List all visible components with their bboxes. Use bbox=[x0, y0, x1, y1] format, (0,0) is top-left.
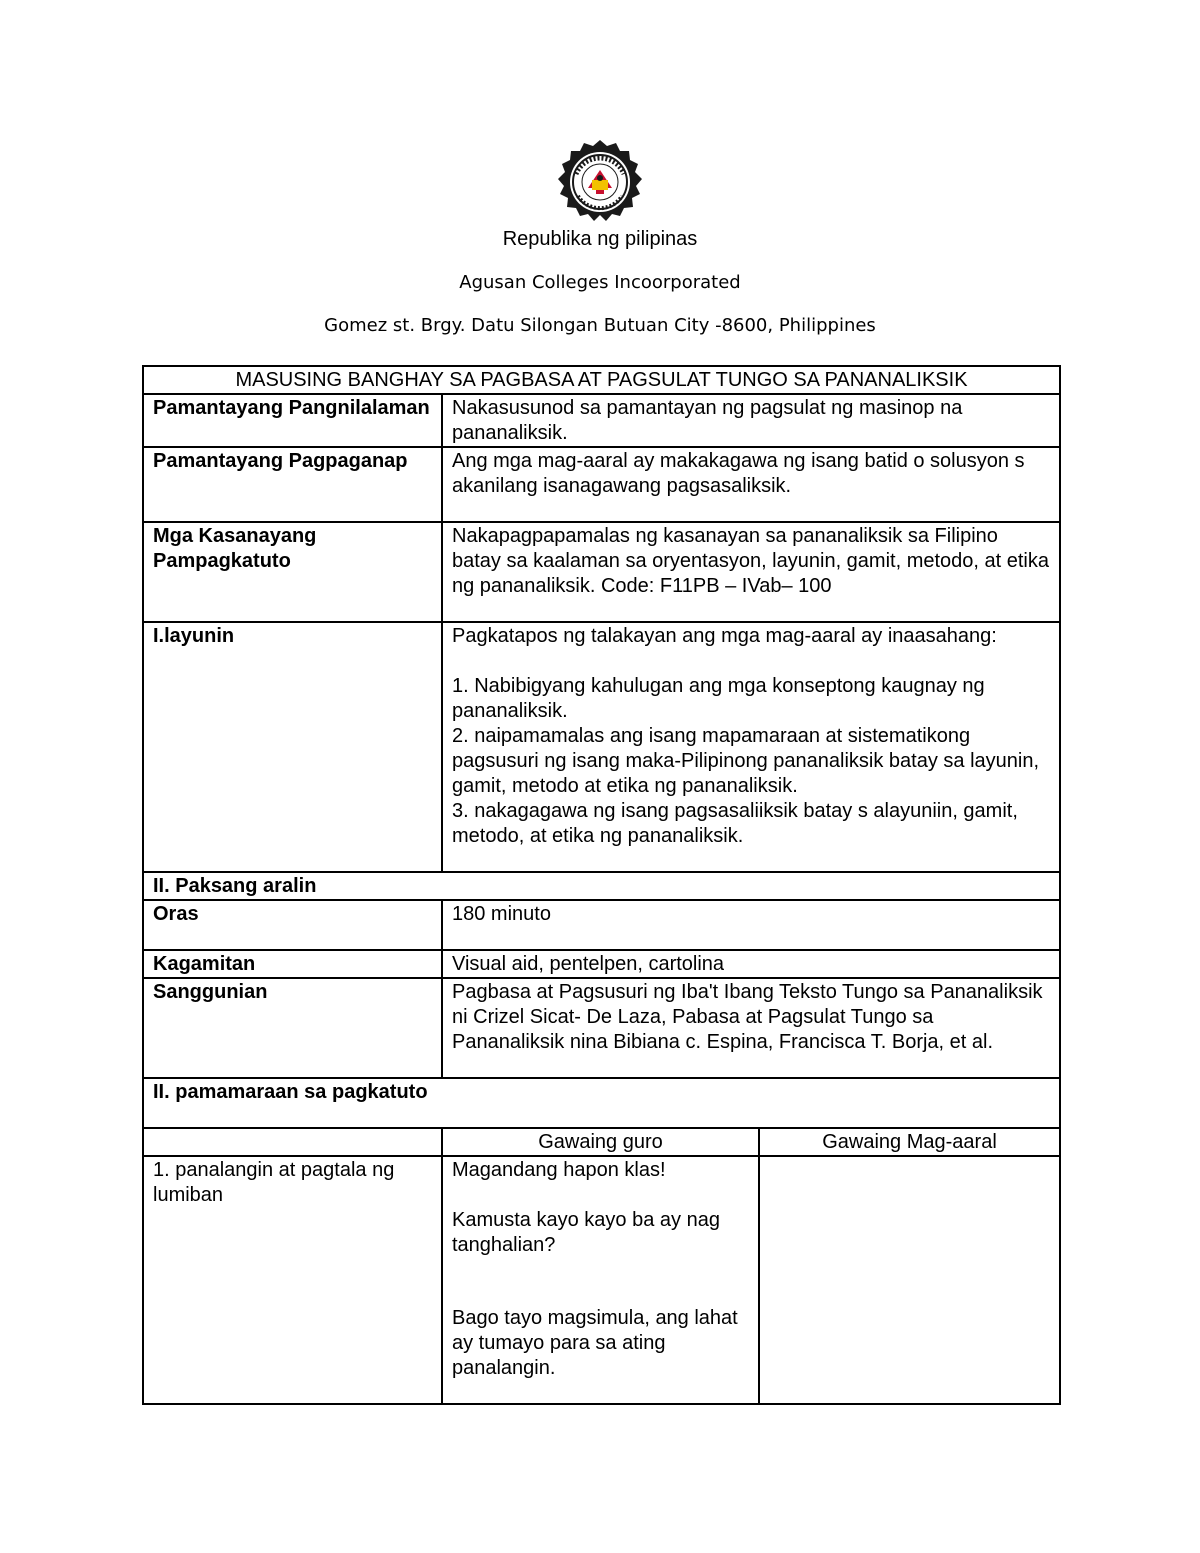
row-kasanayan bbox=[143, 522, 1060, 622]
label-sanggunian: Sanggunian bbox=[143, 978, 442, 1078]
row-column-headers bbox=[143, 1128, 1060, 1156]
label-layunin: I.layunin bbox=[143, 622, 442, 872]
label-oras: Oras bbox=[143, 900, 442, 950]
column-header-blank bbox=[143, 1128, 442, 1156]
row-paksang-aralin bbox=[143, 872, 1060, 900]
lesson-plan-table bbox=[142, 365, 1061, 1405]
value-sanggunian: Pagbasa at Pagsusuri ng Iba't Ibang Teksto Tungo sa Pananaliksik ni Crizel Sicat- De Laza, Pabasa at Pagsulat Tungo sa Pananaliksik nina Bibiana c. Espina, Francisca T. Borja, et al. bbox=[442, 978, 1060, 1078]
row-panalangin bbox=[143, 1156, 1060, 1404]
school-address: Gomez st. Brgy. Datu Silongan Butuan City -8600, Philippines bbox=[324, 315, 876, 336]
row-sanggunian bbox=[143, 978, 1060, 1078]
country-line: Republika ng pilipinas bbox=[502, 228, 698, 250]
school-name: Agusan Colleges Incoorporated bbox=[459, 272, 741, 293]
value-panalangin-mag-aaral bbox=[759, 1156, 1060, 1404]
label-kagamitan: Kagamitan bbox=[143, 950, 442, 978]
row-kagamitan bbox=[143, 950, 1060, 978]
label-pamantayang-pangnilalaman: Pamantayang Pangnilalaman bbox=[143, 394, 442, 447]
layunin-item-1: 1. Nabibigyang kahulugan ang mga konseptong kaugnay ng pananaliksik. bbox=[452, 675, 991, 722]
guro-line-3: Bago tayo magsimula, ang lahat ay tumayo para sa ating panalangin. bbox=[452, 1307, 744, 1379]
value-layunin bbox=[442, 622, 1060, 872]
value-kasanayan: Nakapagpapamalas ng kasanayan sa pananaliksik sa Filipino batay sa kaalaman sa oryentasyon, layunin, gamit, metodo, at etika ng pananaliksik. Code: F11PB – IVab– 100 bbox=[442, 522, 1060, 622]
row-pamantayang-pangnilalaman bbox=[143, 394, 1060, 447]
layunin-item-2: 2. naipamamalas ang isang mapamaraan at sistematikong pagsusuri ng isang maka-Pilipinong pananaliksik batay sa layunin, gamit, metodo at etika ng pananaliksik. bbox=[452, 725, 1045, 797]
value-pamantayang-pagganap: Ang mga mag-aaral ay makakagawa ng isang batid o solusyon s akanilang isanagawang pagsasaliksik. bbox=[442, 447, 1060, 522]
plan-title: MASUSING BANGHAY SA PAGBASA AT PAGSULAT TUNGO SA PANANALIKSIK bbox=[143, 366, 1060, 394]
column-header-mag-aaral: Gawaing Mag-aaral bbox=[759, 1128, 1060, 1156]
value-pamantayang-pangnilalaman: Nakasusunod sa pamantayan ng pagsulat ng masinop na pananaliksik. bbox=[442, 394, 1060, 447]
label-panalangin: 1. panalangin at pagtala ng lumiban bbox=[143, 1156, 442, 1404]
layunin-item-3: 3. nakagagawa ng isang pagsasaliiksik batay s alayuniin, gamit, metodo, at etika ng pananaliksik. bbox=[452, 800, 1024, 847]
value-kagamitan: Visual aid, pentelpen, cartolina bbox=[442, 950, 1060, 978]
layunin-intro: Pagkatapos ng talakayan ang mga mag-aaral ay inaasahang: bbox=[452, 625, 997, 647]
title-row bbox=[143, 366, 1060, 394]
label-paksang-aralin: II. Paksang aralin bbox=[143, 872, 1060, 900]
label-pamantayang-pagganap: Pamantayang Pagpaganap bbox=[143, 447, 442, 522]
guro-line-2: Kamusta kayo kayo ba ay nag tanghalian? bbox=[452, 1209, 726, 1256]
guro-line-1: Magandang hapon klas! bbox=[452, 1159, 666, 1181]
label-pamamaraan: II. pamamaraan sa pagkatuto bbox=[143, 1078, 1060, 1128]
value-panalangin-guro bbox=[442, 1156, 759, 1404]
label-kasanayan: Mga Kasanayang Pampagkatuto bbox=[143, 522, 442, 622]
row-pamantayang-pagganap bbox=[143, 447, 1060, 522]
school-seal-logo bbox=[556, 140, 644, 228]
row-pamamaraan bbox=[143, 1078, 1060, 1128]
row-layunin bbox=[143, 622, 1060, 872]
value-oras: 180 minuto bbox=[442, 900, 1060, 950]
row-oras bbox=[143, 900, 1060, 950]
column-header-guro: Gawaing guro bbox=[442, 1128, 759, 1156]
